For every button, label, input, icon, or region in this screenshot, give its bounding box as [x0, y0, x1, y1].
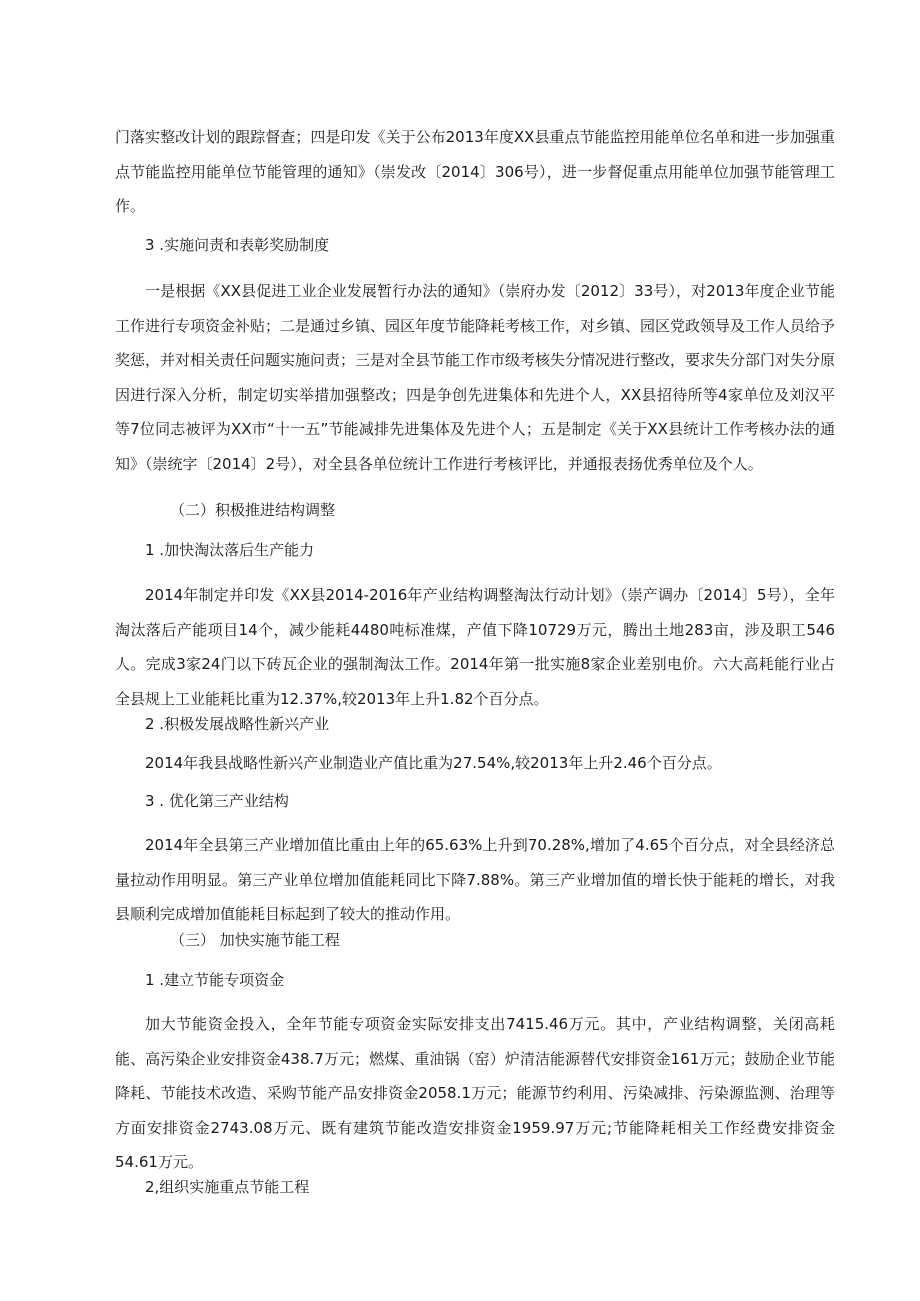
heading-emerging-industries: 2 .积极发展战略性新兴产业 [145, 715, 330, 733]
heading-energy-fund: 1 .建立节能专项资金 [145, 971, 285, 989]
heading-accountability: 3 .实施问责和表彰奖励制度 [145, 236, 330, 254]
paragraph-accountability: 一是根据《XX县促进工业企业发展暂行办法的通知》（崇府办发〔2012〕33号），对2013年度企业节能工作进行专项资金补贴；二是通过乡镇、园区年度节能降耗考核工作，对乡镇、园区党政领导及工作人员给予奖惩，并对相关责任问题实施问责；三是对全县节能工作市级考核失分情况进行整改，要求失分部门对失分原因进行深入分析，制定切实举措加强整改；四是争创先进集体和先进个人，XX县招待所等4家单位及刘汉平等7位同志被评为XX市“十一五”节能减排先进集体及先进个人；五是制定《关于XX县统计工作考核办法的通知》（崇统字〔2014〕2号），对全县各单位统计工作进行考核评比，并通报表扬优秀单位及个人。 [115, 282, 836, 473]
paragraph-intro: 门落实整改计划的跟踪督查；四是印发《关于公布2013年度XX县重点节能监控用能单位名单和进一步加强重点节能监控用能单位节能管理的通知》（崇发改〔2014〕306号），进一步督促重点用能单位加强节能管理工作。 [115, 128, 835, 215]
heading-eliminate-capacity: 1 .加快淘汰落后生产能力 [145, 541, 315, 559]
paragraph-eliminate-capacity: 2014年制定并印发《XX县2014-2016年产业结构调整淘汰行动计划》（崇产调办〔2014〕5号），全年淘汰落后产能项目14个，减少能耗4480吨标准煤，产值下降10729万元，腾出土地283亩，涉及职工546人。完成3家24门以下砖瓦企业的强制淘汰工作。2014年第一批实施8家企业差别电价。六大高耗能行业占全县规上工业能耗比重为12.37%,较2013年上升1.82个百分点。 [115, 586, 835, 708]
paragraph-energy-fund: 加大节能资金投入，全年节能专项资金实际安排支出7415.46万元。其中，产业结构调整，关闭高耗能、高污染企业安排资金438.7万元；燃煤、重油锅（窑）炉清洁能源替代安排资金161万元；鼓励企业节能降耗、节能技术改造、采购节能产品安排资金2058.1万元；能源节约利用、污染减排、污染源监测、治理等方面安排资金2743.08万元、既有建筑节能改造安排资金1959.97万元;节能降耗相关工作经费安排资金54.61万元。 [115, 1015, 835, 1171]
heading-structural-adjustment: （二）积极推进结构调整 [170, 501, 336, 519]
paragraph-tertiary-industry: 2014年全县第三产业增加值比重由上年的65.63%上升到70.28%,增加了4.65个百分点，对全县经济总量拉动作用明显。第三产业单位增加值能耗同比下降7.88%。第三产业增加值的增长快于能耗的增长，对我县顺利完成增加值能耗目标起到了较大的推动作用。 [115, 836, 835, 923]
heading-tertiary-industry: 3 . 优化第三产业结构 [145, 792, 289, 810]
heading-key-projects: 2,组织实施重点节能工程 [145, 1178, 310, 1196]
paragraph-emerging-industries: 2014年我县战略性新兴产业制造业产值比重为27.54%,较2013年上升2.46个百分点。 [145, 754, 722, 772]
heading-energy-projects: （三） 加快实施节能工程 [170, 931, 340, 949]
